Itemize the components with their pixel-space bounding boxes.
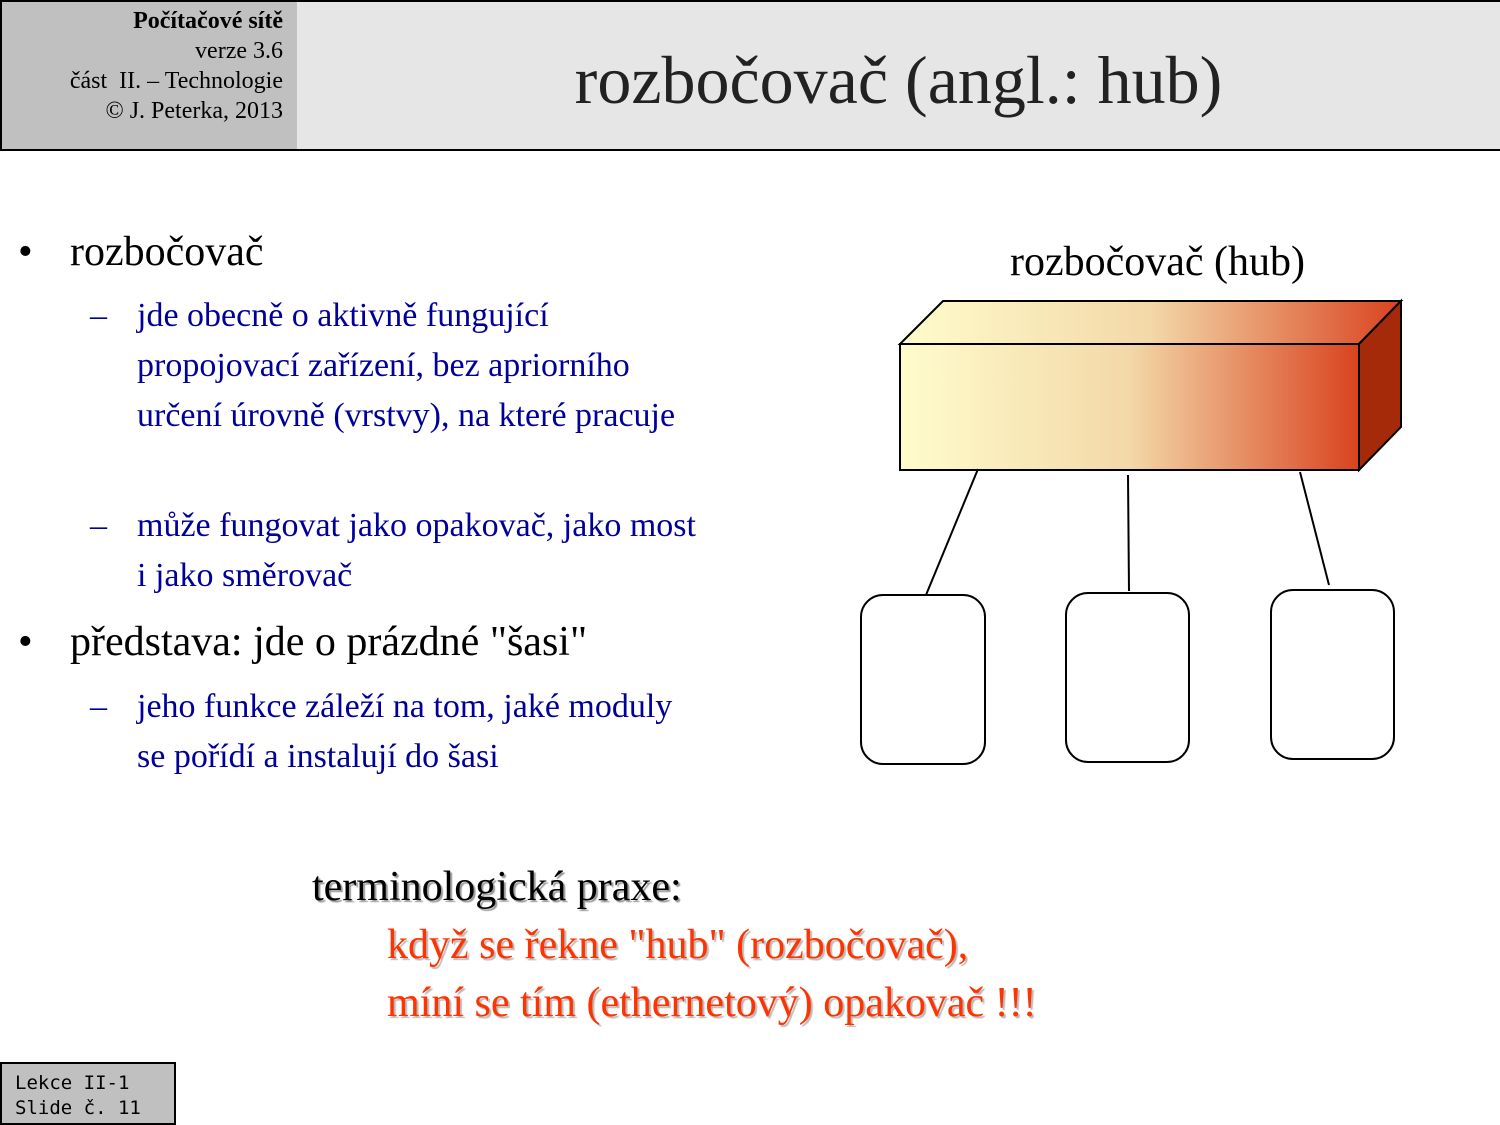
device-box-middle	[1066, 593, 1189, 762]
bullet-dot: •	[18, 229, 33, 275]
title-bar	[297, 0, 1500, 151]
sub-bullet-modules	[90, 682, 690, 832]
sub-bullet-text: jeho funkce záleží na tom, jaké moduly se pořídí a instalují do šasi	[137, 688, 673, 775]
slide-title: rozbočovač (angl.: hub)	[574, 42, 1223, 118]
diagram-label: rozbočovač (hub)	[1010, 239, 1306, 285]
hub-diagram-drawing	[850, 225, 1420, 785]
cable-right	[1300, 472, 1329, 585]
course-part: část II. – Technologie	[69, 68, 283, 94]
sub-bullet-dash: –	[90, 297, 107, 334]
note-heading: terminologická praxe:	[312, 864, 682, 910]
course-copyright: © J. Peterka, 2013	[105, 98, 283, 124]
device-box-left	[861, 595, 985, 764]
slide-footer	[0, 1062, 176, 1125]
sub-bullet-dash: –	[90, 507, 107, 544]
lesson-number: Lekce II-1	[15, 1072, 130, 1094]
slide-number: Slide č. 11	[15, 1097, 141, 1119]
hub-top-face	[900, 301, 1401, 344]
sub-bullet-text: jde obecně o aktivně fungující propojovací zařízení, bez apriorního určení úrovně (vrstvy), na které pracuje	[137, 297, 676, 434]
hub-front-face	[900, 344, 1359, 470]
note-line-1: když se řekne "hub" (rozbočovač),	[387, 922, 969, 968]
cable-middle	[1128, 475, 1129, 591]
bullet-text: představa: jde o prázdné "šasi"	[70, 619, 588, 665]
bullet-dot: •	[18, 619, 33, 665]
sub-bullet-definition	[90, 291, 690, 491]
sub-bullet-dash: –	[90, 688, 107, 725]
course-name: Počítačové sítě	[133, 8, 283, 34]
course-info-box	[0, 0, 299, 151]
hub-diagram	[850, 225, 1420, 785]
sub-bullet-text: může fungovat jako opakovač, jako most i jako směrovač	[137, 507, 696, 594]
device-box-right	[1271, 590, 1394, 759]
terminology-note	[312, 858, 1037, 1032]
bullet-text: rozbočovač	[70, 229, 264, 275]
note-line-2: míní se tím (ethernetový) opakovač !!!	[387, 980, 1037, 1026]
cable-left	[926, 469, 978, 595]
course-version: verze 3.6	[195, 38, 283, 64]
sub-bullet-function	[90, 501, 696, 601]
